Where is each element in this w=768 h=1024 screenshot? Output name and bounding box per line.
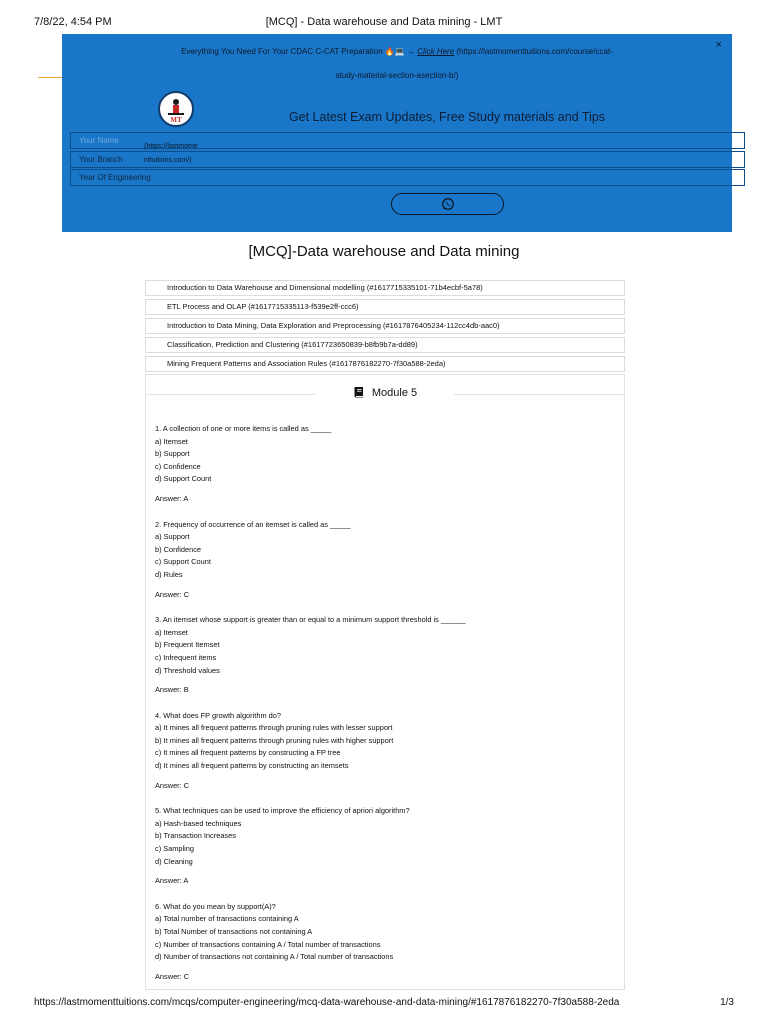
table-of-contents — [145, 280, 625, 375]
option-d: d) Support Count — [155, 474, 212, 484]
option-d: d) Threshold values — [155, 665, 220, 675]
question-item — [155, 519, 615, 602]
option-d: d) It mines all frequent patterns by constructing an itemsets — [155, 761, 349, 771]
module-section — [145, 374, 625, 990]
question-text: 4. What does FP growth algorithm do? — [155, 710, 281, 720]
option-c: c) Infrequent items — [155, 652, 217, 662]
question-text: 1. A collection of one or more items is called as _____ — [155, 424, 332, 433]
question-item — [155, 901, 615, 984]
option-c: c) Confidence — [155, 461, 201, 471]
answer-text: Answer: A — [155, 493, 189, 503]
logo-link-line2: nttuitions.com/) — [144, 157, 192, 164]
option-a: a) Hash-based techniques — [155, 818, 242, 828]
whatsapp-icon — [441, 197, 455, 211]
toc-item[interactable]: Introduction to Data Warehouse and Dimensional modelling (#1617715335101-71b4ecbf-5a78) — [145, 280, 625, 296]
question-list — [155, 423, 615, 996]
question-item — [155, 423, 615, 506]
answer-text: Answer: C — [155, 780, 190, 790]
option-a: a) Total number of transactions containing A — [155, 914, 299, 924]
question-text: 3. An itemset whose support is greater than or equal to a minimum support threshold is ______ — [155, 615, 466, 625]
print-date: 7/8/22, 4:54 PM — [34, 16, 112, 28]
promo-title: Get Latest Exam Updates, Free Study materials and Tips — [288, 110, 606, 124]
accent-line — [38, 77, 62, 78]
click-here-link[interactable]: Click Here — [417, 47, 455, 56]
logo-icon — [160, 93, 192, 125]
question-text: 6. What do you mean by support(A)? — [155, 901, 276, 911]
page-title: [MCQ]-Data warehouse and Data mining — [248, 243, 520, 260]
logo-link-text[interactable] — [144, 140, 198, 168]
logo-link-line1: (https://lastmome — [144, 143, 198, 150]
option-d: d) Number of transactions not containing A / Total number of transactions — [155, 952, 394, 962]
option-b: b) Confidence — [155, 544, 202, 554]
question-item — [155, 805, 615, 888]
option-c: c) Sampling — [155, 844, 195, 854]
option-c: c) Number of transactions containing A / Total number of transactions — [155, 939, 381, 949]
announcement-url: (https://lastmomenttuitions.com/course/ccat- — [454, 47, 613, 56]
print-page-title: [MCQ] - Data warehouse and Data mining - LMT — [265, 16, 503, 28]
toc-item[interactable]: Introduction to Data Mining, Data Exploration and Preprocessing (#1617876405234-112cc4db-aac0) — [145, 318, 625, 334]
module-heading — [146, 386, 624, 399]
answer-text: Answer: B — [155, 685, 189, 695]
option-d: d) Cleaning — [155, 856, 193, 866]
option-c: c) Support Count — [155, 557, 211, 567]
option-b: b) Total Number of transactions not containing A — [155, 927, 313, 936]
answer-text: Answer: A — [155, 876, 189, 886]
print-footer — [34, 997, 734, 1011]
option-a: a) It mines all frequent patterns through pruning rules with lesser support — [155, 723, 393, 733]
print-header — [34, 16, 734, 30]
option-c: c) It mines all frequent patterns by constructing a FP tree — [155, 748, 341, 758]
option-a: a) Itemset — [155, 436, 188, 446]
year-field[interactable] — [70, 169, 745, 186]
answer-text: Answer: C — [155, 971, 190, 981]
toc-item[interactable]: Mining Frequent Patterns and Association Rules (#1617876182270-7f30a588-2eda) — [145, 356, 625, 372]
toc-item[interactable]: Classification, Prediction and Clustering (#1617723650839-b8fb9b7a-dd89) — [145, 337, 625, 353]
question-item — [155, 614, 615, 697]
announcement-url-line2: study-material-section-asection-b/) — [335, 71, 459, 80]
toc-item[interactable]: ETL Process and OLAP (#1617715335113-f539e2ff-ccc6) — [145, 299, 625, 315]
option-b: b) Support — [155, 449, 190, 459]
subscribe-banner — [62, 34, 732, 232]
module-title: Module 5 — [371, 387, 418, 399]
option-b: b) Transaction Increases — [155, 831, 236, 841]
option-a: a) Support — [155, 532, 190, 542]
close-icon[interactable]: × — [715, 39, 722, 51]
option-b: b) It mines all frequent patterns through pruning rules with higher support — [155, 735, 394, 745]
announcement-text: Everything You Need For Your CDAC C-CAT Preparation 🔥💻 → — [181, 47, 418, 56]
option-b: b) Frequent Itemset — [155, 640, 220, 650]
option-a: a) Itemset — [155, 627, 188, 637]
lmt-logo[interactable] — [158, 91, 194, 127]
book-icon — [353, 386, 365, 398]
option-d: d) Rules — [155, 569, 183, 579]
announcement-bar — [62, 40, 732, 88]
whatsapp-button[interactable] — [391, 193, 504, 215]
question-text: 2. Frequency of occurrence of an itemset is called as _____ — [155, 519, 351, 529]
question-item — [155, 710, 615, 793]
question-text: 5. What techniques can be used to improve the efficiency of apriori algorithm? — [155, 806, 410, 816]
print-url: https://lastmomenttuitions.com/mcqs/computer-engineering/mcq-data-warehouse-and-data-mining/#1617876182270-7f30a588-2eda — [34, 997, 620, 1008]
answer-text: Answer: C — [155, 589, 190, 599]
page-number: 1/3 — [720, 997, 734, 1008]
svg-text:MT: MT — [170, 116, 182, 124]
